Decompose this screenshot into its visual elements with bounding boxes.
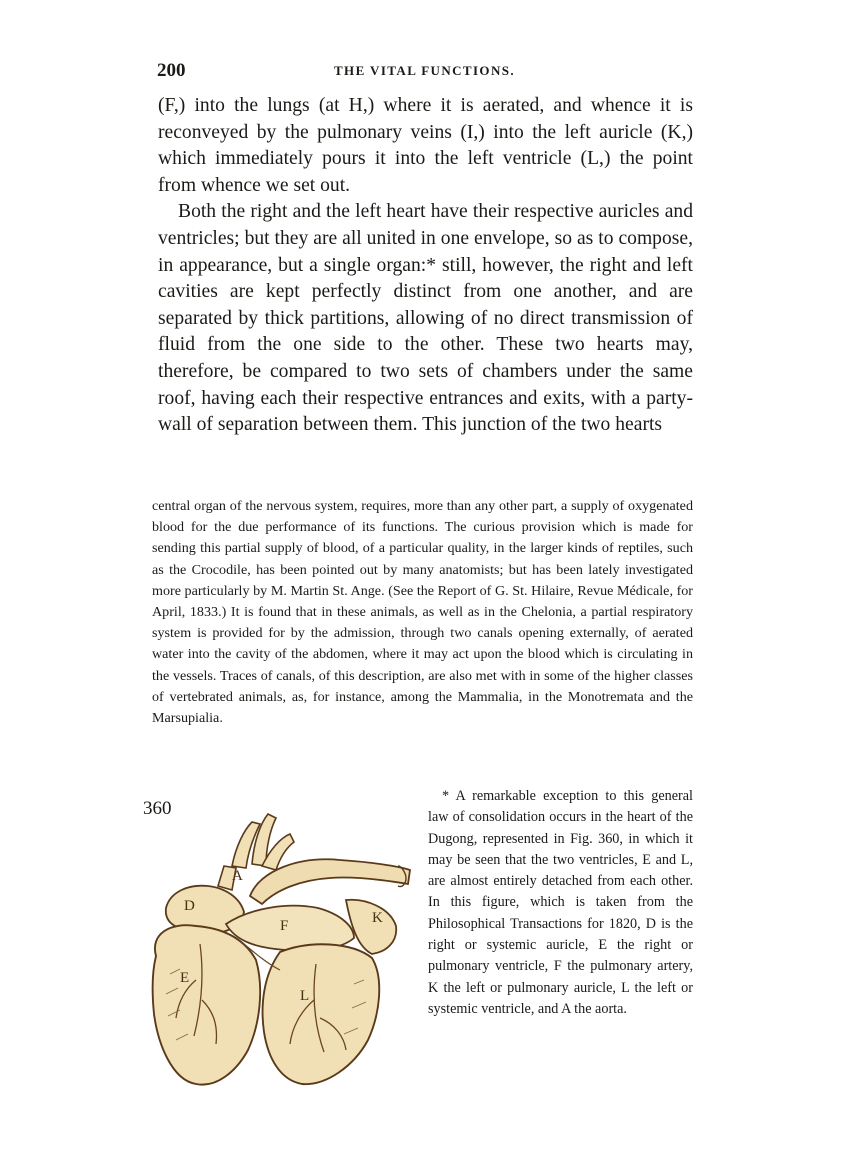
footnote-continued: central organ of the nervous system, requires, more than any other part, a supply of oxygenated blood for the due performance of its functions. The curious provision which is made for sending this partial supply of blood, of a particular quality, in the larger kinds of reptiles, such as the Crocodile, has been pointed out by many anatomists; but has been lately investigated more particularly by M. Martin St. Ange. (See the Report of G. St. Hilaire, Revue Médicale, for April, 1833.) It is found that in these animals, as well as in the Chelonia, a partial respiratory system is provided for by the admission, through two canals opening externally, of aerated water into the cavity of the abdomen, where it may act upon the blood which is circulating in the vessels. Traces of canals, of this description, are also met with in some of the higher classes of vertebrated animals, as, for instance, among the Mammalia, in the Monotremata and the Marsupialia. bbox=[152, 498, 693, 727]
fig-label-l: L bbox=[300, 988, 310, 1004]
body-paragraph-2: Both the right and the left heart have their respective auricles and ventricles; but they are all united in one envelope, so as to compose, in appearance, but a single organ:* still, however, the right and left cavities are kept perfectly distinct from one another, and are separated by thick partitions, allowing of no direct transmission of fluid from the one side to the other. These two hearts may, therefore, be compared to two sets of chambers under the same roof, having each their respective entrances and exits, with a party-wall of separation between them. This junction of the two hearts bbox=[158, 201, 693, 436]
fig-label-e: E bbox=[180, 970, 190, 986]
figure-number: 360 bbox=[143, 798, 172, 819]
fig-label-k: K bbox=[372, 910, 383, 926]
dugong-heart-engraving bbox=[140, 804, 420, 1096]
fig-label-f: F bbox=[280, 918, 289, 934]
body-text bbox=[158, 93, 693, 439]
running-title: THE VITAL FUNCTIONS. bbox=[333, 63, 516, 78]
body-paragraph-1: (F,) into the lungs (at H,) where it is aerated, and whence it is reconveyed by the pulmonary veins (I,) into the left auricle (K,) which immediately pours it into the left ventricle (L,) the point from whence we set out. bbox=[158, 95, 693, 196]
fig-label-d: D bbox=[184, 898, 195, 914]
running-head bbox=[157, 60, 692, 84]
figure-360 bbox=[140, 798, 420, 1098]
figure-footnote: * A remarkable exception to this general law of consolidation occurs in the heart of the Dugong, represented in Fig. 360, in which it may be seen that the two ventricles, E and L, are almost entirely detached from each other. In this figure, which is taken from the Philosophical Transactions for 1820, D is the right or systemic auricle, E the right or pulmonary ventricle, F the pulmonary artery, K the left or pulmonary auricle, L the left or systemic ventricle, and A the aorta. bbox=[428, 788, 693, 1017]
page-number: 200 bbox=[157, 60, 186, 81]
fig-label-a: A bbox=[232, 868, 243, 884]
